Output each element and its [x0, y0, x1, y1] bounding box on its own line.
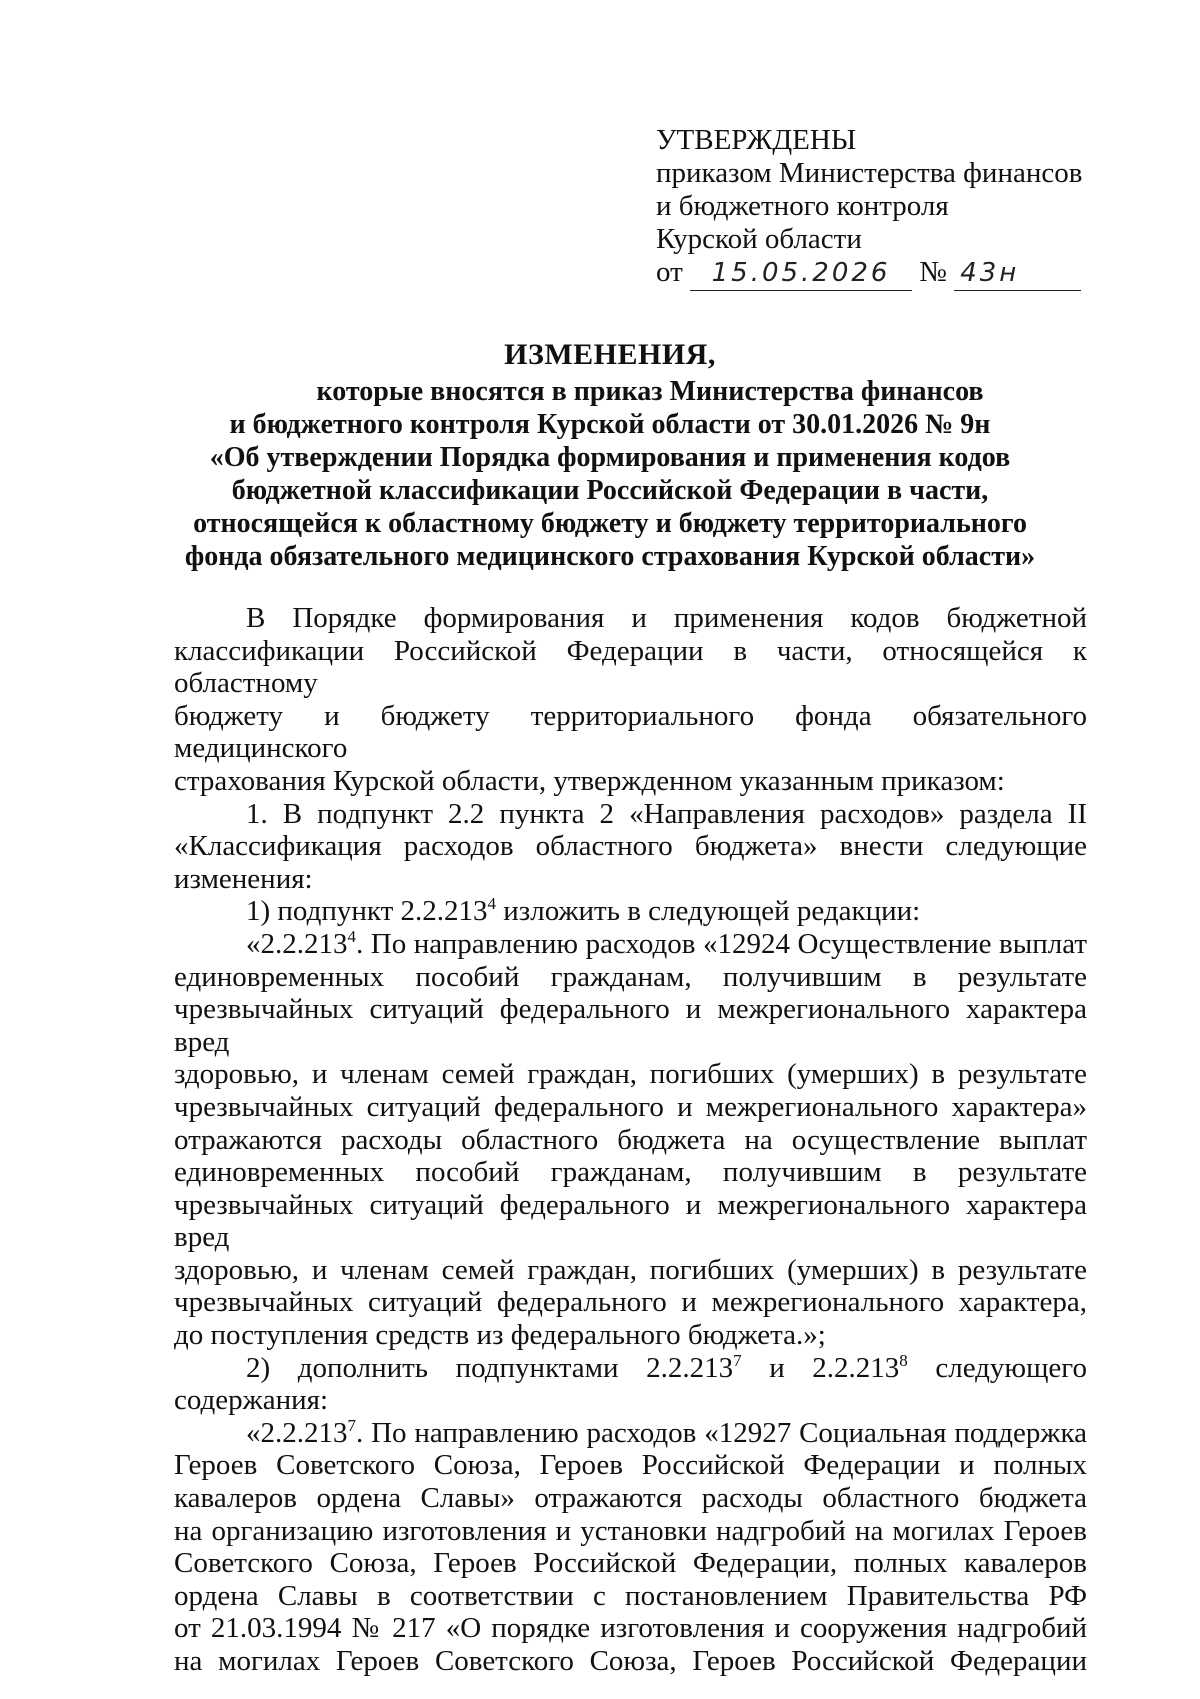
- body-line: единовременных пособий гражданам, получившим в результате: [174, 960, 1087, 993]
- title-line: «Об утверждении Порядка формирования и применения кодов: [209, 442, 1011, 473]
- body-line: здоровью, и членам семей граждан, погибших (умерших) в результате: [174, 1058, 1087, 1091]
- body-line: Героев Советского Союза, Героев Российской Федерации и полных: [174, 1449, 1087, 1482]
- document-body: [174, 602, 1087, 1678]
- paragraph-text: . По направлению расходов «12924 Осуществление выплат: [356, 927, 1087, 960]
- approval-date-number-line: [656, 256, 1126, 291]
- body-line: здоровью, и членам семей граждан, погибших (умерших) в результате: [174, 1253, 1087, 1286]
- approval-line-4: Курской области: [656, 223, 862, 255]
- approval-line-3: и бюджетного контроля: [656, 190, 949, 222]
- body-line: чрезвычайных ситуаций федерального и межрегионального характера вред: [174, 1188, 1087, 1254]
- body-line: до поступления средств из федерального бюджета.»;: [174, 1319, 826, 1352]
- paragraph-2-2-213-7-first: [174, 1417, 1087, 1450]
- body-line: «Классификация расходов областного бюджета» внести следующие: [174, 830, 1087, 863]
- superscript: 7: [347, 1415, 356, 1435]
- superscript: 7: [733, 1350, 742, 1370]
- document-title: [160, 338, 1060, 573]
- body-line: изменения:: [174, 862, 313, 895]
- superscript: 4: [347, 926, 356, 946]
- body-line: содержания:: [174, 1384, 329, 1417]
- body-line: кавалеров ордена Славы» отражаются расходы областного бюджета: [174, 1482, 1087, 1515]
- body-line: от 21.03.1994 № 217 «О порядке изготовления и сооружения надгробий: [174, 1612, 1087, 1645]
- paragraph-number: «2.2.213: [246, 927, 348, 960]
- body-line: отражаются расходы областного бюджета на осуществление выплат: [174, 1123, 1087, 1156]
- body-line: на организацию изготовления и установки надгробий на могилах Героев: [174, 1514, 1087, 1547]
- title-line: относящейся к областному бюджету и бюджету территориального: [193, 508, 1027, 539]
- subitem-1-text: 1) подпункт 2.2.213: [246, 895, 488, 928]
- superscript: 4: [487, 894, 497, 914]
- subitem-1: [174, 895, 1087, 928]
- approval-line-2: приказом Министерства финансов: [656, 157, 1083, 189]
- approval-heading: УТВЕРЖДЕНЫ: [656, 124, 857, 156]
- title-line: и бюджетного контроля Курской области от 30.01.2026 № 9н: [229, 409, 991, 440]
- title-main: ИЗМЕНЕНИЯ,: [504, 338, 716, 371]
- body-line: классификации Российской Федерации в части, относящейся к областному: [174, 634, 1087, 700]
- body-line: бюджету и бюджету территориального фонда обязательного медицинского: [174, 699, 1087, 765]
- subitem-2-text: следующего: [907, 1351, 1087, 1384]
- subitem-2: [174, 1352, 1087, 1385]
- handwritten-date: 15.05.2026: [690, 257, 912, 291]
- body-line: 1. В подпункт 2.2 пункта 2 «Направления расходов» раздела II: [246, 797, 1087, 830]
- subitem-2-text: и 2.2.213: [741, 1351, 900, 1384]
- body-line: чрезвычайных ситуаций федерального и межрегионального характера вред: [174, 993, 1087, 1058]
- title-line: которые вносятся в приказ Министерства финансов: [316, 376, 984, 407]
- subitem-2-text: 2) дополнить подпунктами 2.2.213: [246, 1351, 734, 1384]
- superscript: 8: [899, 1350, 908, 1370]
- title-line: фонда обязательного медицинского страхования Курской области»: [184, 541, 1036, 572]
- body-line: чрезвычайных ситуаций федерального и межрегионального характера»: [174, 1090, 1087, 1123]
- body-line: страхования Курской области, утвержденном указанным приказом:: [174, 764, 1005, 797]
- body-line: на могилах Героев Советского Союза, Героев Российской Федерации: [174, 1645, 1087, 1677]
- handwritten-number: 43н: [954, 257, 1081, 291]
- paragraph-2-2-213-4-first: [174, 928, 1087, 961]
- body-line: ордена Славы в соответствии с постановлением Правительства РФ: [174, 1579, 1087, 1612]
- body-line: Советского Союза, Героев Российской Федерации, полных кавалеров: [174, 1547, 1087, 1580]
- subitem-1-text: изложить в следующей редакции:: [496, 895, 921, 928]
- number-label: №: [919, 256, 947, 288]
- paragraph-number: «2.2.213: [246, 1416, 348, 1449]
- body-line: В Порядке формирования и применения кодов бюджетной: [246, 602, 1087, 634]
- body-line: единовременных пособий гражданам, получившим в результате: [174, 1156, 1087, 1189]
- title-line: бюджетной классификации Российской Федерации в части,: [231, 475, 989, 506]
- body-line: чрезвычайных ситуаций федерального и межрегионального характера,: [174, 1286, 1087, 1319]
- approval-block: [656, 124, 1126, 291]
- from-label: от: [656, 256, 683, 288]
- paragraph-text: . По направлению расходов «12927 Социальная поддержка: [356, 1416, 1087, 1449]
